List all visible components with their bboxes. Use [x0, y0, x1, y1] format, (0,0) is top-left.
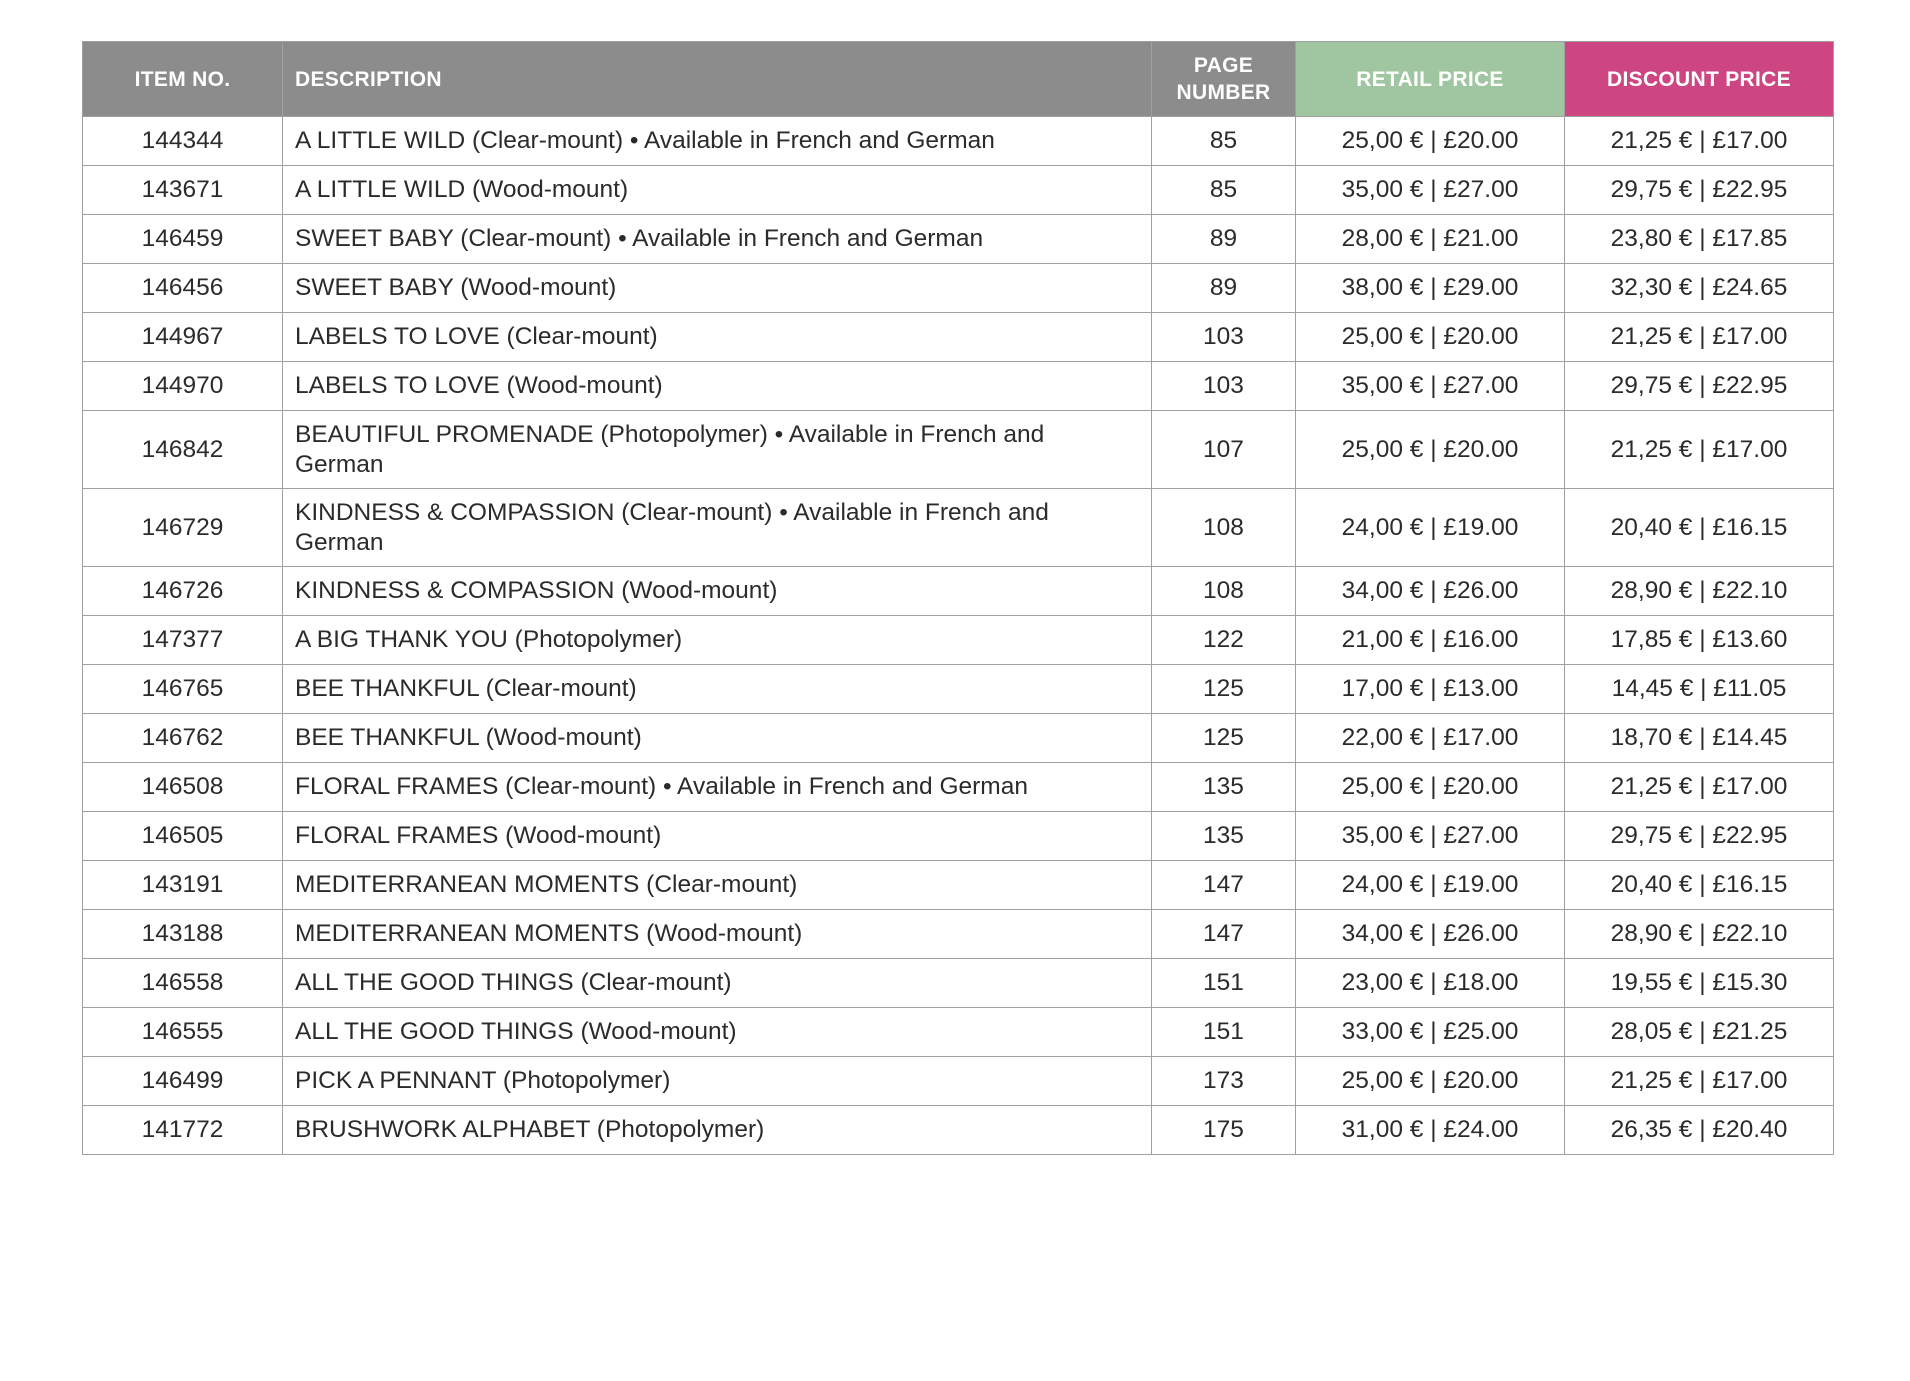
page-number-cell: 147 — [1152, 861, 1296, 910]
table-row — [83, 117, 1834, 166]
description-cell: KINDNESS & COMPASSION (Wood-mount) — [283, 567, 1152, 616]
table-row — [83, 166, 1834, 215]
description-cell: SWEET BABY (Wood-mount) — [283, 264, 1152, 313]
page-number-cell: 108 — [1152, 567, 1296, 616]
page-number-cell: 151 — [1152, 959, 1296, 1008]
description-cell: ALL THE GOOD THINGS (Wood-mount) — [283, 1008, 1152, 1057]
discount-price-cell: 19,55 € | £15.30 — [1565, 959, 1834, 1008]
item-number-cell: 146765 — [83, 665, 283, 714]
table-row — [83, 264, 1834, 313]
item-number-cell: 146762 — [83, 714, 283, 763]
retail-price-cell: 25,00 € | £20.00 — [1296, 117, 1565, 166]
description-cell: MEDITERRANEAN MOMENTS (Clear-mount) — [283, 861, 1152, 910]
price-list-table — [82, 41, 1834, 1155]
discount-price-cell: 23,80 € | £17.85 — [1565, 215, 1834, 264]
table-row — [83, 959, 1834, 1008]
discount-price-cell: 20,40 € | £16.15 — [1565, 861, 1834, 910]
table-row — [83, 1008, 1834, 1057]
item-number-cell: 146456 — [83, 264, 283, 313]
table-row — [83, 812, 1834, 861]
page-number-cell: 151 — [1152, 1008, 1296, 1057]
header-page-number — [1152, 42, 1296, 117]
description-cell: ALL THE GOOD THINGS (Clear-mount) — [283, 959, 1152, 1008]
table-row — [83, 362, 1834, 411]
retail-price-cell: 35,00 € | £27.00 — [1296, 166, 1565, 215]
header-description: DESCRIPTION — [283, 42, 1152, 117]
item-number-cell: 143188 — [83, 910, 283, 959]
discount-price-cell: 32,30 € | £24.65 — [1565, 264, 1834, 313]
item-number-cell: 141772 — [83, 1106, 283, 1155]
page-number-cell: 85 — [1152, 117, 1296, 166]
table-row — [83, 665, 1834, 714]
discount-price-cell: 17,85 € | £13.60 — [1565, 616, 1834, 665]
item-number-cell: 144970 — [83, 362, 283, 411]
header-discount-price: DISCOUNT PRICE — [1565, 42, 1834, 117]
discount-price-cell: 28,90 € | £22.10 — [1565, 567, 1834, 616]
page-number-cell: 85 — [1152, 166, 1296, 215]
item-number-cell: 144967 — [83, 313, 283, 362]
retail-price-cell: 17,00 € | £13.00 — [1296, 665, 1565, 714]
price-list-table-wrapper — [82, 41, 1833, 1155]
description-cell: BEAUTIFUL PROMENADE (Photopolymer) • Available in French and German — [283, 411, 1152, 489]
description-cell: BEE THANKFUL (Clear-mount) — [283, 665, 1152, 714]
discount-price-cell: 28,90 € | £22.10 — [1565, 910, 1834, 959]
description-cell: LABELS TO LOVE (Clear-mount) — [283, 313, 1152, 362]
retail-price-cell: 31,00 € | £24.00 — [1296, 1106, 1565, 1155]
retail-price-cell: 38,00 € | £29.00 — [1296, 264, 1565, 313]
page-number-cell: 122 — [1152, 616, 1296, 665]
description-cell: MEDITERRANEAN MOMENTS (Wood-mount) — [283, 910, 1152, 959]
table-row — [83, 215, 1834, 264]
discount-price-cell: 21,25 € | £17.00 — [1565, 117, 1834, 166]
table-row — [83, 1106, 1834, 1155]
table-row — [83, 567, 1834, 616]
page-number-cell: 89 — [1152, 264, 1296, 313]
item-number-cell: 143191 — [83, 861, 283, 910]
item-number-cell: 146555 — [83, 1008, 283, 1057]
retail-price-cell: 21,00 € | £16.00 — [1296, 616, 1565, 665]
item-number-cell: 146459 — [83, 215, 283, 264]
retail-price-cell: 24,00 € | £19.00 — [1296, 489, 1565, 567]
discount-price-cell: 21,25 € | £17.00 — [1565, 763, 1834, 812]
discount-price-cell: 21,25 € | £17.00 — [1565, 1057, 1834, 1106]
table-row — [83, 714, 1834, 763]
page-number-cell: 107 — [1152, 411, 1296, 489]
discount-price-cell: 29,75 € | £22.95 — [1565, 166, 1834, 215]
table-row — [83, 411, 1834, 489]
item-number-cell: 146842 — [83, 411, 283, 489]
description-cell: A BIG THANK YOU (Photopolymer) — [283, 616, 1152, 665]
discount-price-cell: 29,75 € | £22.95 — [1565, 362, 1834, 411]
item-number-cell: 146729 — [83, 489, 283, 567]
table-row — [83, 1057, 1834, 1106]
description-cell: A LITTLE WILD (Wood-mount) — [283, 166, 1152, 215]
description-cell: BRUSHWORK ALPHABET (Photopolymer) — [283, 1106, 1152, 1155]
description-cell: PICK A PENNANT (Photopolymer) — [283, 1057, 1152, 1106]
item-number-cell: 143671 — [83, 166, 283, 215]
table-row — [83, 861, 1834, 910]
discount-price-cell: 21,25 € | £17.00 — [1565, 313, 1834, 362]
item-number-cell: 147377 — [83, 616, 283, 665]
item-number-cell: 146508 — [83, 763, 283, 812]
header-page-number-line2: NUMBER — [1176, 81, 1271, 104]
table-row — [83, 910, 1834, 959]
header-page-number-line1: PAGE — [1193, 54, 1254, 77]
page-number-cell: 108 — [1152, 489, 1296, 567]
item-number-cell: 144344 — [83, 117, 283, 166]
page-number-cell: 135 — [1152, 812, 1296, 861]
retail-price-cell: 25,00 € | £20.00 — [1296, 313, 1565, 362]
header-row — [83, 42, 1834, 117]
item-number-cell: 146505 — [83, 812, 283, 861]
item-number-cell: 146558 — [83, 959, 283, 1008]
retail-price-cell: 25,00 € | £20.00 — [1296, 411, 1565, 489]
description-cell: KINDNESS & COMPASSION (Clear-mount) • Available in French and German — [283, 489, 1152, 567]
retail-price-cell: 34,00 € | £26.00 — [1296, 567, 1565, 616]
discount-price-cell: 18,70 € | £14.45 — [1565, 714, 1834, 763]
description-cell: LABELS TO LOVE (Wood-mount) — [283, 362, 1152, 411]
retail-price-cell: 28,00 € | £21.00 — [1296, 215, 1565, 264]
retail-price-cell: 25,00 € | £20.00 — [1296, 763, 1565, 812]
page-number-cell: 125 — [1152, 665, 1296, 714]
header-item-no: ITEM NO. — [83, 42, 283, 117]
retail-price-cell: 33,00 € | £25.00 — [1296, 1008, 1565, 1057]
page-number-cell: 125 — [1152, 714, 1296, 763]
retail-price-cell: 25,00 € | £20.00 — [1296, 1057, 1565, 1106]
page-number-cell: 103 — [1152, 313, 1296, 362]
retail-price-cell: 34,00 € | £26.00 — [1296, 910, 1565, 959]
retail-price-cell: 24,00 € | £19.00 — [1296, 861, 1565, 910]
retail-price-cell: 35,00 € | £27.00 — [1296, 362, 1565, 411]
retail-price-cell: 35,00 € | £27.00 — [1296, 812, 1565, 861]
discount-price-cell: 14,45 € | £11.05 — [1565, 665, 1834, 714]
table-row — [83, 489, 1834, 567]
table-row — [83, 313, 1834, 362]
page-number-cell: 135 — [1152, 763, 1296, 812]
table-row — [83, 763, 1834, 812]
discount-price-cell: 20,40 € | £16.15 — [1565, 489, 1834, 567]
description-cell: A LITTLE WILD (Clear-mount) • Available in French and German — [283, 117, 1152, 166]
table-body — [83, 117, 1834, 1155]
table-row — [83, 616, 1834, 665]
discount-price-cell: 29,75 € | £22.95 — [1565, 812, 1834, 861]
description-cell: BEE THANKFUL (Wood-mount) — [283, 714, 1152, 763]
page-number-cell: 147 — [1152, 910, 1296, 959]
page-number-cell: 173 — [1152, 1057, 1296, 1106]
table-header — [83, 42, 1834, 117]
page-number-cell: 103 — [1152, 362, 1296, 411]
retail-price-cell: 22,00 € | £17.00 — [1296, 714, 1565, 763]
discount-price-cell: 28,05 € | £21.25 — [1565, 1008, 1834, 1057]
retail-price-cell: 23,00 € | £18.00 — [1296, 959, 1565, 1008]
item-number-cell: 146499 — [83, 1057, 283, 1106]
description-cell: SWEET BABY (Clear-mount) • Available in French and German — [283, 215, 1152, 264]
description-cell: FLORAL FRAMES (Wood-mount) — [283, 812, 1152, 861]
description-cell: FLORAL FRAMES (Clear-mount) • Available in French and German — [283, 763, 1152, 812]
discount-price-cell: 26,35 € | £20.40 — [1565, 1106, 1834, 1155]
page-number-cell: 89 — [1152, 215, 1296, 264]
discount-price-cell: 21,25 € | £17.00 — [1565, 411, 1834, 489]
header-retail-price: RETAIL PRICE — [1296, 42, 1565, 117]
page-number-cell: 175 — [1152, 1106, 1296, 1155]
item-number-cell: 146726 — [83, 567, 283, 616]
